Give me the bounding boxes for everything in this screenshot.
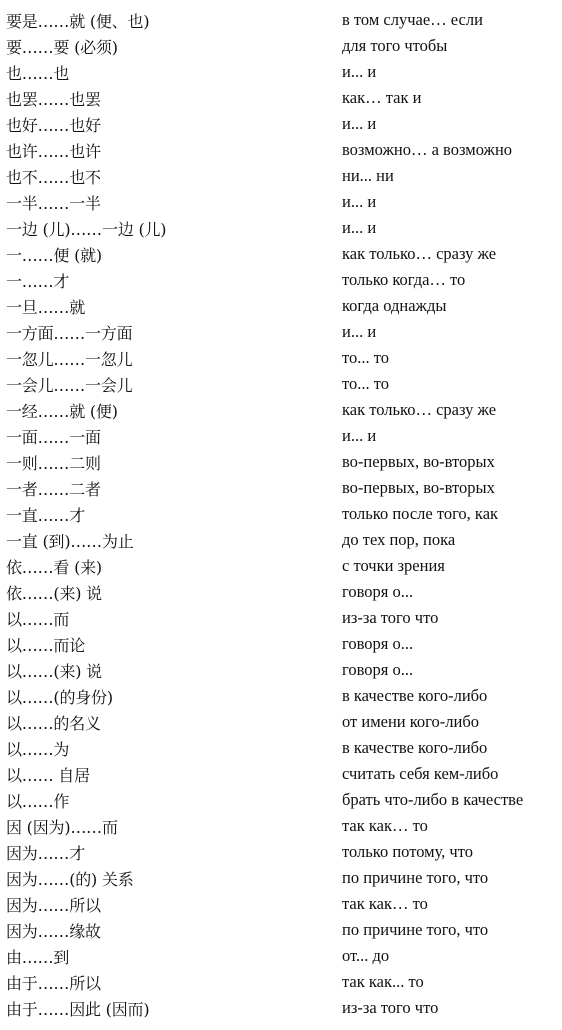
chinese-pattern: 一……便 (就)	[6, 245, 102, 265]
russian-translation: из-за того что	[342, 998, 439, 1017]
russian-translation: как только… сразу же	[342, 244, 497, 263]
table-row	[6, 761, 558, 787]
chinese-pattern: 以……为	[6, 739, 70, 759]
table-row	[6, 423, 558, 449]
russian-translation: возможно… а возможно	[342, 140, 513, 159]
russian-translation: и... и	[342, 218, 377, 237]
russian-translation: так как… то	[342, 894, 428, 913]
chinese-pattern: 以…… 自居	[6, 765, 90, 785]
chinese-pattern: 因为……所以	[6, 895, 101, 915]
russian-translation: от... до	[342, 946, 390, 965]
table-row	[6, 267, 558, 293]
table-row	[6, 917, 558, 943]
table-row	[6, 865, 558, 891]
russian-translation: говоря о...	[342, 634, 414, 653]
russian-translation: как только… сразу же	[342, 400, 497, 419]
chinese-pattern: 依……(来) 说	[6, 583, 102, 603]
table-row	[6, 787, 558, 813]
table-row	[6, 371, 558, 397]
chinese-pattern: 也好……也好	[6, 115, 101, 135]
chinese-pattern: 以……的名义	[6, 713, 101, 733]
chinese-pattern: 一忽儿……一忽儿	[6, 349, 133, 369]
table-row	[6, 241, 558, 267]
table-row	[6, 579, 558, 605]
chinese-pattern: 一则……二则	[6, 453, 101, 473]
chinese-pattern: 由于……所以	[6, 973, 101, 993]
russian-translation: только когда… то	[342, 270, 466, 289]
russian-translation: из-за того что	[342, 608, 439, 627]
chinese-pattern: 因为……(的) 关系	[6, 869, 134, 889]
chinese-pattern: 依……看 (来)	[6, 557, 102, 577]
russian-translation: с точки зрения	[342, 556, 445, 575]
table-row	[6, 449, 558, 475]
russian-translation: во-первых, во-вторых	[342, 452, 495, 471]
table-row	[6, 33, 558, 59]
russian-translation: в качестве кого-либо	[342, 686, 488, 705]
russian-translation: ни... ни	[342, 166, 394, 185]
chinese-pattern: 以……(来) 说	[6, 661, 102, 681]
table-row	[6, 475, 558, 501]
russian-translation: и... и	[342, 426, 377, 445]
russian-translation: то... то	[342, 374, 389, 393]
chinese-pattern: 因为……才	[6, 843, 86, 863]
chinese-pattern: 要是……就 (便、也)	[6, 11, 150, 31]
chinese-pattern: 一会儿……一会儿	[6, 375, 133, 395]
chinese-pattern: 一……才	[6, 271, 70, 291]
russian-translation: во-первых, во-вторых	[342, 478, 495, 497]
table-row	[6, 709, 558, 735]
chinese-pattern: 以……而论	[6, 635, 86, 655]
chinese-pattern: 要……要 (必须)	[6, 37, 118, 57]
chinese-pattern: 一半……一半	[6, 193, 101, 213]
russian-translation: так как... то	[342, 972, 424, 991]
russian-translation: и... и	[342, 62, 377, 81]
chinese-pattern: 一经……就 (便)	[6, 401, 118, 421]
table-row	[6, 163, 558, 189]
russian-translation: то... то	[342, 348, 389, 367]
chinese-pattern: 也不……也不	[6, 167, 101, 187]
russian-translation: по причине того, что	[342, 920, 489, 939]
chinese-pattern: 一边 (儿)……一边 (儿)	[6, 219, 167, 239]
chinese-pattern: 一直……才	[6, 505, 86, 525]
russian-translation: говоря о...	[342, 660, 414, 679]
chinese-pattern: 因为……缘故	[6, 921, 101, 941]
table-row	[6, 293, 558, 319]
table-row	[6, 735, 558, 761]
table-row	[6, 111, 558, 137]
chinese-pattern: 由于……因此 (因而)	[6, 999, 150, 1019]
russian-translation: от имени кого-либо	[342, 712, 479, 731]
russian-translation: и... и	[342, 192, 377, 211]
table-row	[6, 59, 558, 85]
russian-translation: только потому, что	[342, 842, 473, 861]
russian-translation: говоря о...	[342, 582, 414, 601]
chinese-pattern: 以……而	[6, 609, 70, 629]
russian-translation: когда однажды	[342, 296, 447, 315]
table-row	[6, 501, 558, 527]
table-row	[6, 7, 558, 33]
chinese-pattern: 以……作	[6, 791, 70, 811]
table-row	[6, 605, 558, 631]
table-row	[6, 995, 558, 1021]
russian-translation: и... и	[342, 322, 377, 341]
russian-translation: и... и	[342, 114, 377, 133]
russian-translation: в качестве кого-либо	[342, 738, 488, 757]
chinese-pattern: 由……到	[6, 947, 70, 967]
chinese-pattern: 一面……一面	[6, 427, 101, 447]
russian-translation: для того чтобы	[342, 36, 448, 55]
table-row	[6, 683, 558, 709]
russian-translation: в том случае… если	[342, 10, 483, 29]
russian-translation: как… так и	[342, 88, 422, 107]
chinese-pattern: 一者……二者	[6, 479, 101, 499]
chinese-pattern: 也……也	[6, 63, 70, 83]
russian-translation: до тех пор, пока	[342, 530, 456, 549]
table-row	[6, 397, 558, 423]
table-row	[6, 319, 558, 345]
table-row	[6, 85, 558, 111]
table-row	[6, 839, 558, 865]
chinese-pattern: 一旦……就	[6, 297, 86, 317]
russian-translation: считать себя кем-либо	[342, 764, 499, 783]
chinese-pattern: 以……(的身份)	[6, 687, 113, 707]
table-row	[6, 813, 558, 839]
table-row	[6, 215, 558, 241]
table-row	[6, 345, 558, 371]
chinese-pattern: 也许……也许	[6, 141, 101, 161]
chinese-pattern: 也罢……也罢	[6, 89, 101, 109]
table-row	[6, 891, 558, 917]
russian-translation: так как… то	[342, 816, 428, 835]
table-row	[6, 657, 558, 683]
russian-translation: только после того, как	[342, 504, 499, 523]
russian-translation: по причине того, что	[342, 868, 489, 887]
table-row	[6, 189, 558, 215]
chinese-pattern: 一方面……一方面	[6, 323, 133, 343]
table-row	[6, 631, 558, 657]
table-row	[6, 553, 558, 579]
table-row	[6, 527, 558, 553]
russian-translation: брать что-либо в качестве	[342, 790, 524, 809]
table-row	[6, 943, 558, 969]
conjunction-table	[6, 7, 558, 1021]
chinese-pattern: 一直 (到)……为止	[6, 531, 134, 551]
chinese-pattern: 因 (因为)……而	[6, 817, 118, 837]
table-row	[6, 969, 558, 995]
table-row	[6, 137, 558, 163]
